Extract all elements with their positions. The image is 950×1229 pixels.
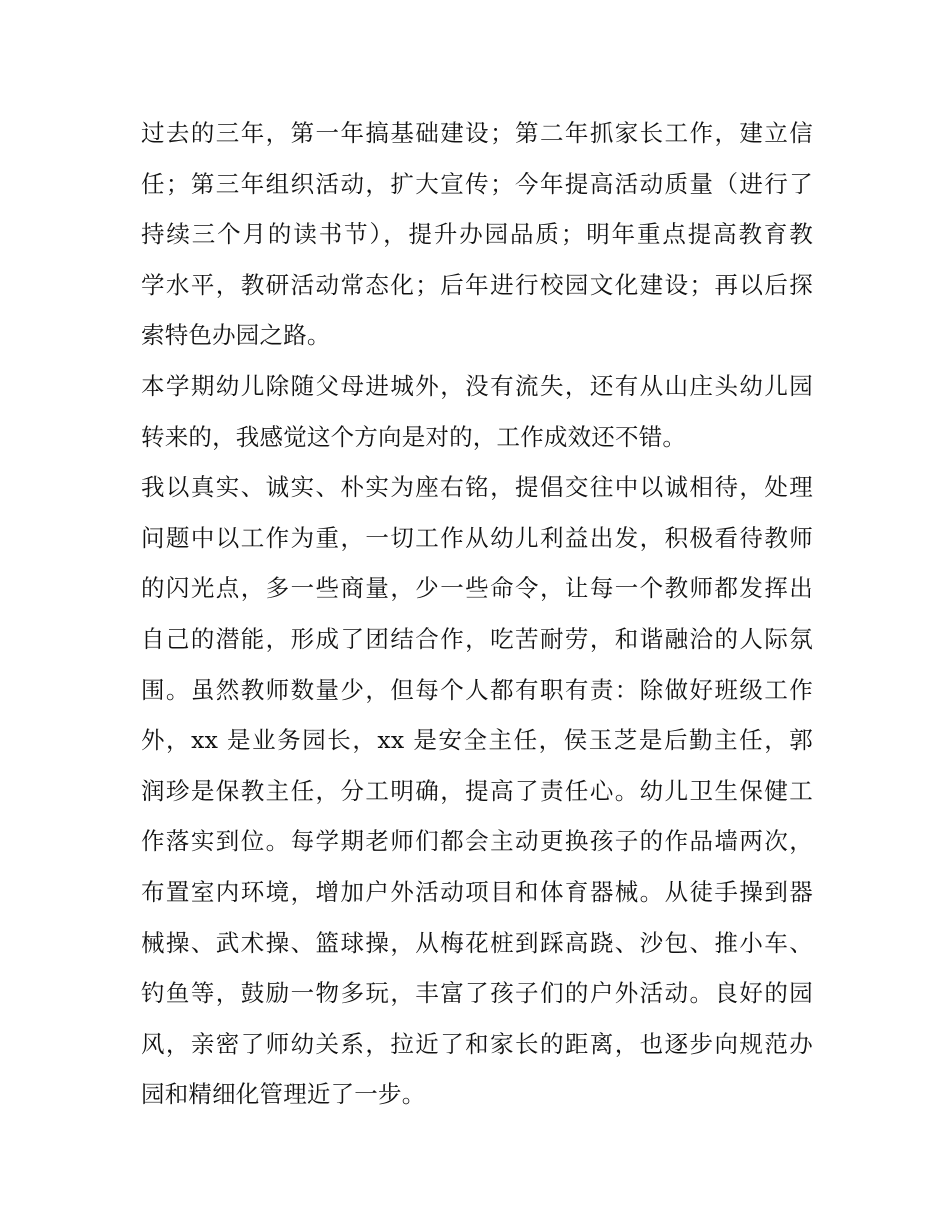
text-line: 我以真实、诚实、朴实为座右铭，提倡交往中以诚相待，处理: [141, 473, 813, 502]
text-line: 外，xx 是业务园长，xx 是安全主任，侯玉芝是后勤主任，郭: [141, 726, 813, 755]
text-line: 自己的潜能，形成了团结合作，吃苦耐劳，和谐融洽的人际氛: [141, 624, 813, 653]
text-line: 作落实到位。每学期老师们都会主动更换孩子的作品墙两次，: [141, 827, 813, 856]
text-line: 过去的三年，第一年搞基础建设；第二年抓家长工作，建立信: [141, 119, 813, 147]
paragraph-management: [141, 462, 813, 1120]
text-line: 润珍是保教主任，分工明确，提高了责任心。幼儿卫生保健工: [141, 776, 813, 805]
text-line: 学水平，教研活动常态化；后年进行校园文化建设；再以后探: [141, 270, 813, 299]
text-line: 本学期幼儿除随父母进城外，没有流失，还有从山庄头幼儿园: [141, 371, 813, 400]
text-line: 园和精细化管理近了一步。: [141, 1080, 426, 1109]
text-line: 持续三个月的读书节），提升办园品质；明年重点提高教育教: [141, 220, 813, 249]
text-line: 转来的，我感觉这个方向是对的，工作成效还不错。: [141, 422, 687, 451]
text-line: 的闪光点，多一些商量，少一些命令，让每一个教师都发挥出: [141, 574, 813, 603]
text-line: 索特色办园之路。: [141, 321, 331, 350]
document-body: [141, 108, 813, 1120]
paragraph-three-year-plan: [141, 108, 813, 361]
text-line: 任；第三年组织活动，扩大宣传；今年提高活动质量（进行了: [141, 169, 813, 198]
text-line: 问题中以工作为重，一切工作从幼儿利益出发，积极看待教师: [141, 523, 813, 552]
text-line: 钓鱼等，鼓励一物多玩，丰富了孩子们的户外活动。良好的园: [141, 979, 813, 1008]
text-line: 械操、武术操、篮球操，从梅花桩到踩高跷、沙包、推小车、: [141, 928, 813, 957]
paragraph-enrollment: [141, 361, 813, 462]
text-line: 围。虽然教师数量少，但每个人都有职有责：除做好班级工作: [141, 675, 813, 704]
text-line: 布置室内环境，增加户外活动项目和体育器械。从徒手操到器: [141, 877, 813, 906]
text-line: 风，亲密了师幼关系，拉近了和家长的距离，也逐步向规范办: [141, 1029, 813, 1058]
